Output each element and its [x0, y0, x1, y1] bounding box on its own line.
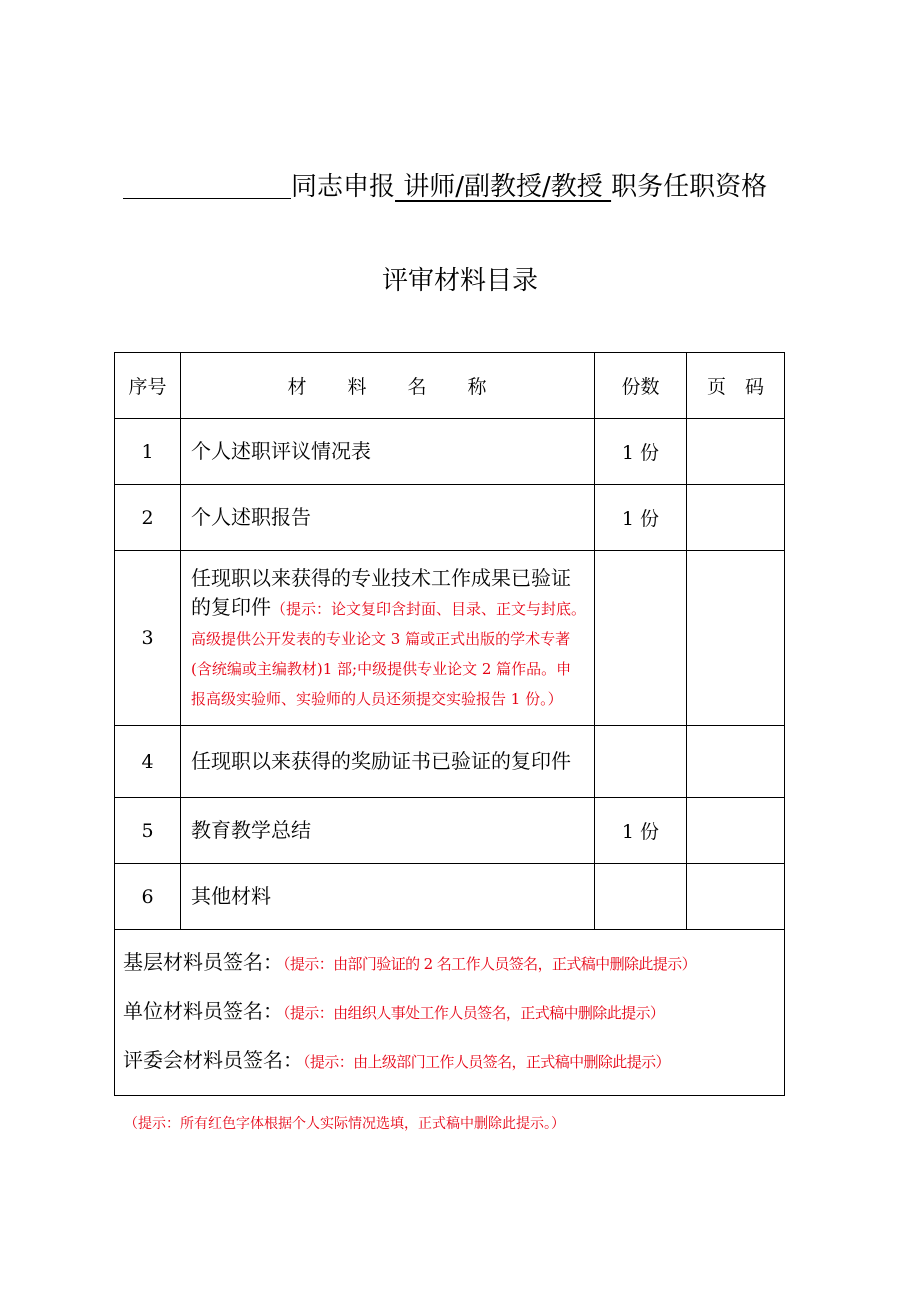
- signature-label: 基层材料员签名：: [123, 950, 283, 974]
- table-row: [115, 551, 785, 726]
- table-row: [115, 485, 785, 551]
- applicant-name-blank[interactable]: [123, 168, 291, 199]
- heading-position: 讲师/副教授/教授: [395, 172, 612, 202]
- row-count: 1 份: [595, 419, 687, 485]
- material-name: 教育教学总结: [191, 818, 311, 842]
- row-seq: 3: [115, 551, 181, 726]
- material-hint: （提示：论文复印含封面、目录、正文与封底。高级提供公开发表的专业论文 3 篇或正式出版的学术专著(含统编或主编教材)1 部;中级提供专业论文 2 篇作品。申报高级实验师、实验师的人员还须提交实验报告 1 份。）: [191, 599, 587, 708]
- table-header-row: [115, 353, 785, 419]
- table-row: [115, 419, 785, 485]
- row-material-name: [181, 551, 595, 726]
- row-page[interactable]: [687, 551, 785, 726]
- material-name: 个人述职评议情况表: [191, 439, 371, 463]
- signature-label: 评委会材料员签名：: [123, 1048, 303, 1072]
- page-heading: [123, 163, 823, 211]
- signature-label: 单位材料员签名：: [123, 999, 283, 1023]
- header-page: 页 码: [687, 353, 785, 419]
- document-title: 评审材料目录: [381, 266, 538, 296]
- table-row: [115, 864, 785, 930]
- heading-part1: 同志申报: [291, 172, 396, 202]
- signature-hint: （提示：由组织人事处工作人员签名，正式稿中删除此提示）: [283, 1004, 665, 1022]
- signature-line-committee: [123, 1036, 776, 1085]
- row-material-name: [181, 485, 595, 551]
- row-seq: 4: [115, 726, 181, 798]
- row-count: [595, 864, 687, 930]
- row-count: 1 份: [595, 798, 687, 864]
- signature-cell[interactable]: [115, 930, 785, 1096]
- header-count: 份数: [595, 353, 687, 419]
- header-name: 材 料 名 称: [181, 353, 595, 419]
- row-page[interactable]: [687, 485, 785, 551]
- header-seq: 序号: [115, 353, 181, 419]
- row-material-name: [181, 864, 595, 930]
- material-name: 任现职以来获得的专业技术工作成果已验证的复印件: [191, 565, 571, 619]
- row-material-name: [181, 419, 595, 485]
- row-material-name: [181, 726, 595, 798]
- signature-line-unit: [123, 987, 776, 1036]
- row-seq: 6: [115, 864, 181, 930]
- signature-line-basic: [123, 938, 776, 987]
- row-seq: 2: [115, 485, 181, 551]
- signature-row: [115, 930, 785, 1096]
- row-page[interactable]: [687, 864, 785, 930]
- footnote-hint: （提示：所有红色字体根据个人实际情况选填，正式稿中删除此提示。）: [124, 1116, 565, 1132]
- row-seq: 1: [115, 419, 181, 485]
- material-name: 任现职以来获得的奖励证书已验证的复印件: [191, 749, 571, 773]
- row-material-name: [181, 798, 595, 864]
- heading-part2: 职务任职资格: [611, 172, 768, 202]
- row-page[interactable]: [687, 726, 785, 798]
- material-name: 个人述职报告: [191, 505, 311, 529]
- row-count: 1 份: [595, 485, 687, 551]
- table-row: [115, 726, 785, 798]
- row-count: [595, 726, 687, 798]
- materials-table: [114, 352, 785, 1096]
- material-name: 其他材料: [191, 884, 271, 908]
- row-count: [595, 551, 687, 726]
- signature-hint: （提示：由上级部门工作人员签名，正式稿中删除此提示）: [303, 1053, 670, 1071]
- row-seq: 5: [115, 798, 181, 864]
- row-page[interactable]: [687, 798, 785, 864]
- table-row: [115, 798, 785, 864]
- signature-hint: （提示：由部门验证的 2 名工作人员签名，正式稿中删除此提示）: [283, 955, 696, 973]
- row-page[interactable]: [687, 419, 785, 485]
